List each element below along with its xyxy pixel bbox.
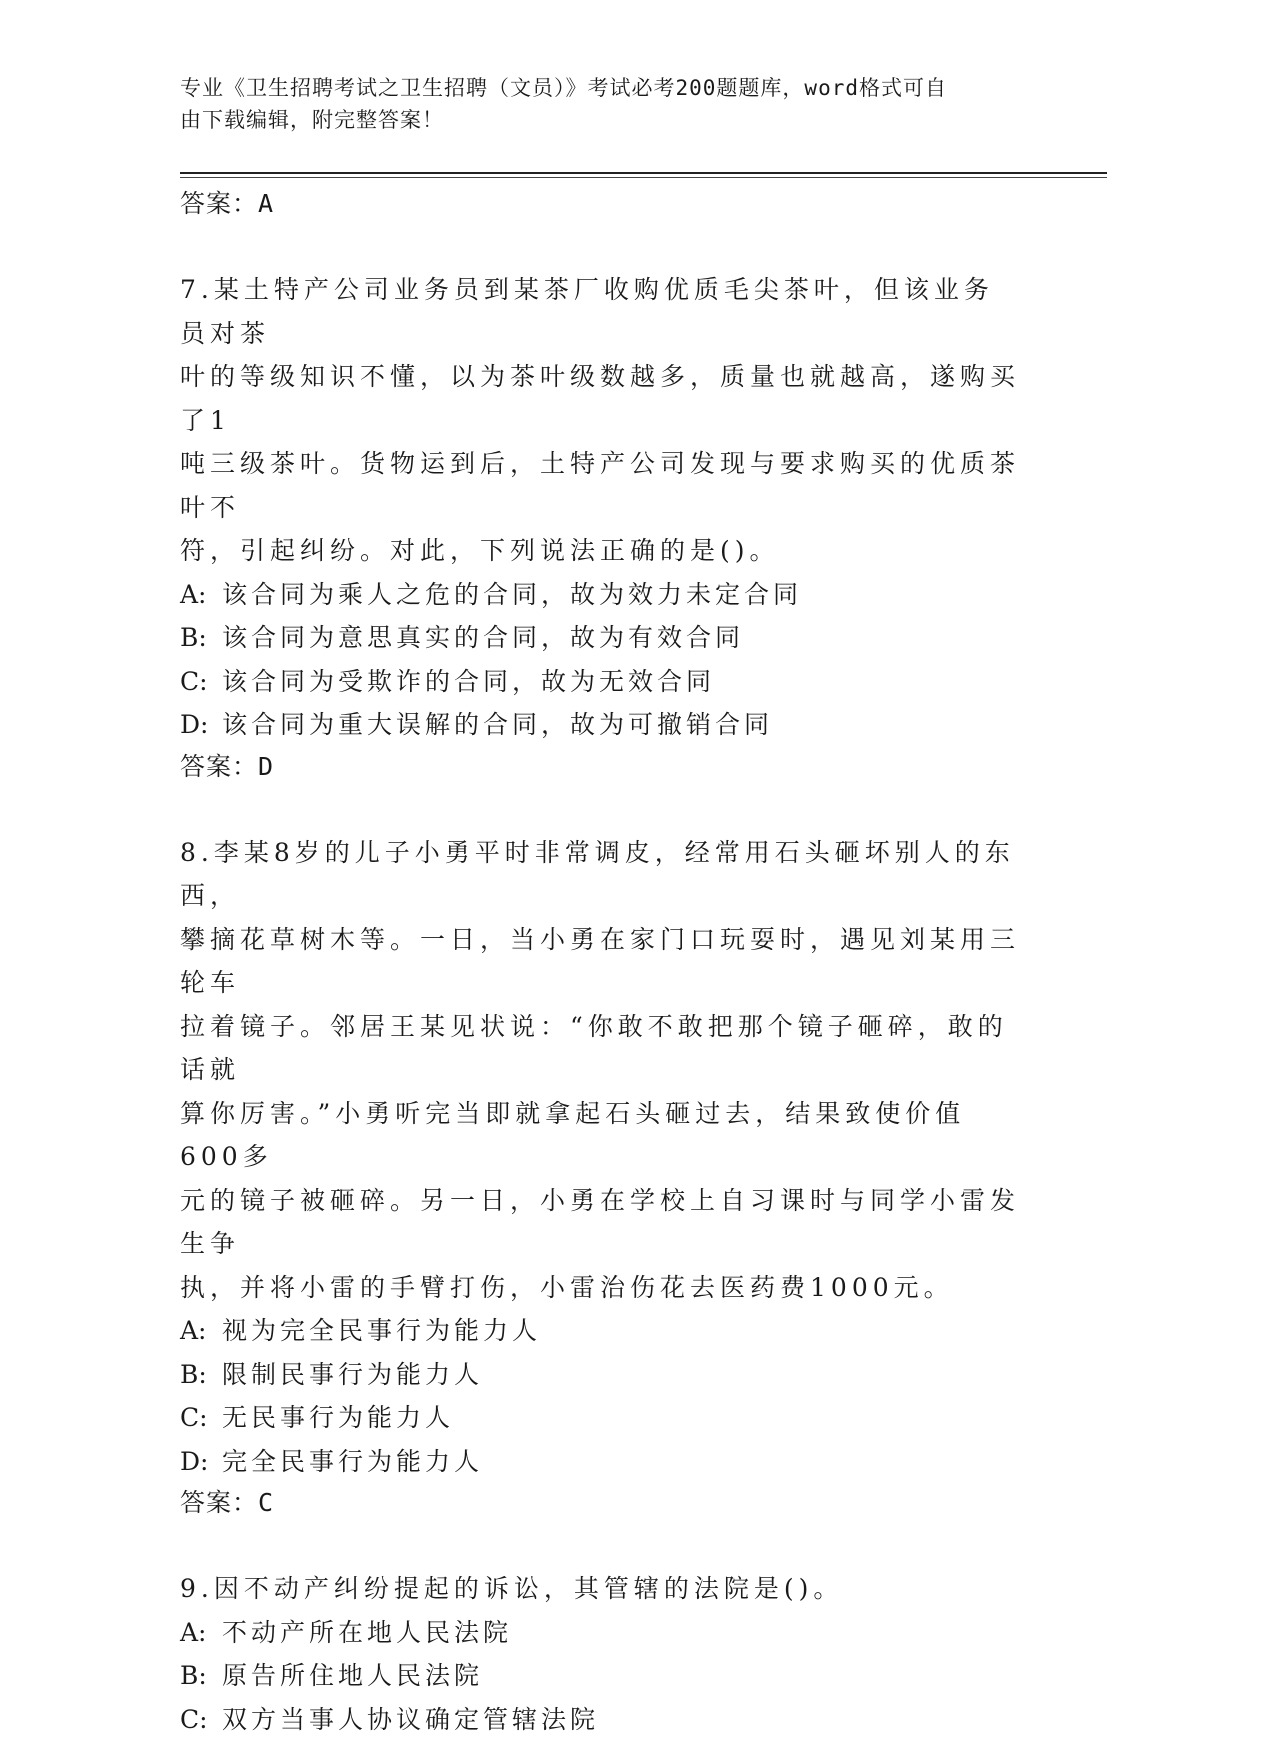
- question-8-stem: [180, 831, 1020, 1310]
- document-header: [180, 72, 1030, 136]
- option-label: A:: [180, 573, 222, 617]
- option-c: [180, 1396, 1020, 1440]
- question-line: 7.某土特产公司业务员到某茶厂收购优质毛尖茶叶，但该业务员对茶: [180, 268, 1020, 355]
- option-b: [180, 1654, 1020, 1698]
- option-a: [180, 573, 1020, 617]
- document-content: [180, 184, 1020, 1741]
- option-text: 该合同为受欺诈的合同，故为无效合同: [222, 667, 715, 696]
- header-line-2: 由下载编辑，附完整答案！: [180, 104, 1030, 136]
- option-d: [180, 703, 1020, 747]
- question-line: 吨三级茶叶。货物运到后，土特产公司发现与要求购买的优质茶叶不: [180, 442, 1020, 529]
- spacer: [180, 787, 1020, 831]
- question-8: [180, 831, 1020, 1524]
- option-b: [180, 1353, 1020, 1397]
- header-rule-thick: [180, 172, 1107, 174]
- option-text: 无民事行为能力人: [222, 1403, 454, 1432]
- spacer: [180, 224, 1020, 268]
- question-line: 算你厉害。”小勇听完当即就拿起石头砸过去，结果致使价值600多: [180, 1092, 1020, 1179]
- answer-q6: 答案：A: [180, 184, 1020, 224]
- header-rule-thin: [180, 177, 1107, 178]
- question-line: 拉着镜子。邻居王某见状说：“你敢不敢把那个镜子砸碎，敢的话就: [180, 1005, 1020, 1092]
- option-label: C:: [180, 1698, 222, 1741]
- option-label: D:: [180, 1440, 222, 1484]
- option-label: C:: [180, 660, 222, 704]
- question-line: 9.因不动产纠纷提起的诉讼，其管辖的法院是()。: [180, 1567, 1020, 1611]
- question-line: 执，并将小雷的手臂打伤，小雷治伤花去医药费1000元。: [180, 1266, 1020, 1310]
- option-label: C:: [180, 1396, 222, 1440]
- option-text: 该合同为乘人之危的合同，故为效力未定合同: [222, 580, 802, 609]
- option-text: 完全民事行为能力人: [222, 1447, 483, 1476]
- option-d: [180, 1440, 1020, 1484]
- option-label: B:: [180, 1654, 222, 1698]
- option-label: A:: [180, 1611, 222, 1655]
- question-9: [180, 1567, 1020, 1741]
- spacer: [180, 1523, 1020, 1567]
- option-a: [180, 1611, 1020, 1655]
- question-7: [180, 268, 1020, 787]
- option-text: 限制民事行为能力人: [222, 1360, 483, 1389]
- question-line: 符，引起纠纷。对此，下列说法正确的是()。: [180, 529, 1020, 573]
- question-7-stem: [180, 268, 1020, 573]
- option-text: 视为完全民事行为能力人: [222, 1316, 541, 1345]
- question-line: 攀摘花草树木等。一日，当小勇在家门口玩耍时，遇见刘某用三轮车: [180, 918, 1020, 1005]
- option-text: 原告所住地人民法院: [222, 1661, 483, 1690]
- question-9-stem: [180, 1567, 1020, 1611]
- answer-q8: 答案：C: [180, 1483, 1020, 1523]
- option-label: B:: [180, 616, 222, 660]
- header-line-1: 专业《卫生招聘考试之卫生招聘（文员）》考试必考200题题库，word格式可自: [180, 72, 1030, 104]
- answer-q7: 答案：D: [180, 747, 1020, 787]
- option-text: 该合同为意思真实的合同，故为有效合同: [222, 623, 744, 652]
- option-text: 该合同为重大误解的合同，故为可撤销合同: [222, 710, 773, 739]
- option-text: 不动产所在地人民法院: [222, 1618, 512, 1647]
- question-line: 叶的等级知识不懂，以为茶叶级数越多，质量也就越高，遂购买了1: [180, 355, 1020, 442]
- option-text: 双方当事人协议确定管辖法院: [222, 1705, 599, 1734]
- option-b: [180, 616, 1020, 660]
- option-label: B:: [180, 1353, 222, 1397]
- option-label: D:: [180, 703, 222, 747]
- option-c: [180, 660, 1020, 704]
- question-line: 8.李某8岁的儿子小勇平时非常调皮，经常用石头砸坏别人的东西，: [180, 831, 1020, 918]
- option-label: A:: [180, 1309, 222, 1353]
- option-c: [180, 1698, 1020, 1741]
- option-a: [180, 1309, 1020, 1353]
- question-line: 元的镜子被砸碎。另一日，小勇在学校上自习课时与同学小雷发生争: [180, 1179, 1020, 1266]
